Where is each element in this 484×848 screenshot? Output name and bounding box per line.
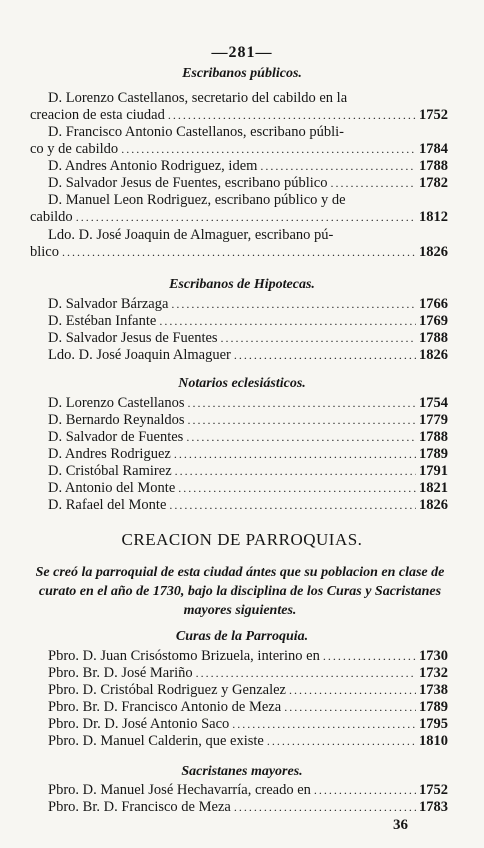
list-item: D. Antonio del Monte ..... 1821 <box>48 480 448 497</box>
list-item: cabildo ..... 1812 <box>30 209 448 226</box>
list-item: Pbro. D. Manuel Calderin, que existe ..... 1810 <box>48 733 448 750</box>
list-item: D. Bernardo Reynaldos ..... 1779 <box>48 412 448 429</box>
creacion-paragraph: Se creó la parroquial de esta ciudad ántes que su poblacion en clase de curato en el año de 1730, bajo la disciplina de los Curas y Sacristanes mayores siguientes. <box>35 565 445 618</box>
list-item: D. Lorenzo Castellanos ..... 1754 <box>48 395 448 412</box>
section-title-hipotecas: Escribanos de Hipotecas. <box>169 277 315 292</box>
list-item: Pbro. Dr. D. José Antonio Saco ..... 1795 <box>48 716 448 733</box>
list-item: D. Rafael del Monte ..... 1826 <box>48 497 448 514</box>
signature-mark: 36 <box>393 817 408 833</box>
section-title-notarios: Notarios eclesiásticos. <box>178 376 306 391</box>
list-item: D. Andres Antonio Rodriguez, idem ..... 1788 <box>48 158 448 175</box>
list-item: Pbro. D. Cristóbal Rodriguez y Genzalez ..... 1738 <box>48 682 448 699</box>
list-item: D. Salvador Bárzaga ..... 1766 <box>48 296 448 313</box>
list-item: co y de cabildo ..... 1784 <box>30 141 448 158</box>
list-item: D. Salvador Jesus de Fuentes ..... 1788 <box>48 330 448 347</box>
list-item: D. Salvador de Fuentes ..... 1788 <box>48 429 448 446</box>
list-item: D. Cristóbal Ramirez ..... 1791 <box>48 463 448 480</box>
list-item: Pbro. D. Manuel José Hechavarría, creado en ..... 1752 <box>48 782 448 799</box>
list-item: D. Lorenzo Castellanos, secretario del cabildo en la <box>48 90 348 106</box>
list-item: blico ..... 1826 <box>30 244 448 261</box>
list-item: D. Salvador Jesus de Fuentes, escribano público ..... 1782 <box>48 175 448 192</box>
list-item: D. Andres Rodriguez ..... 1789 <box>48 446 448 463</box>
list-item: D. Estéban Infante ..... 1769 <box>48 313 448 330</box>
list-item: D. Manuel Leon Rodriguez, escribano público y de <box>48 192 346 208</box>
list-item: Ldo. D. José Joaquin Almaguer ..... 1826 <box>48 347 448 364</box>
page-number: —281— <box>211 44 273 61</box>
section-title-curas: Curas de la Parroquia. <box>175 629 309 644</box>
section-title-escribanos-publicos: Escribanos públicos. <box>182 66 302 81</box>
list-item: Ldo. D. José Joaquin de Almaguer, escribano pú- <box>48 227 334 243</box>
list-item: Pbro. Br. D. José Mariño ..... 1732 <box>48 665 448 682</box>
creacion-title: CREACION DE PARROQUIAS. <box>121 530 363 549</box>
list-item: Pbro. D. Juan Crisóstomo Brizuela, interino en ..... 1730 <box>48 648 448 665</box>
list-item: Pbro. Br. D. Francisco Antonio de Meza ..... 1789 <box>48 699 448 716</box>
section-title-sacristanes: Sacristanes mayores. <box>181 764 303 779</box>
list-item: D. Francisco Antonio Castellanos, escribano públi- <box>48 124 344 140</box>
list-item: Pbro. Br. D. Francisco de Meza ..... 1783 <box>48 799 448 816</box>
list-item: creacion de esta ciudad ..... 1752 <box>30 107 448 124</box>
